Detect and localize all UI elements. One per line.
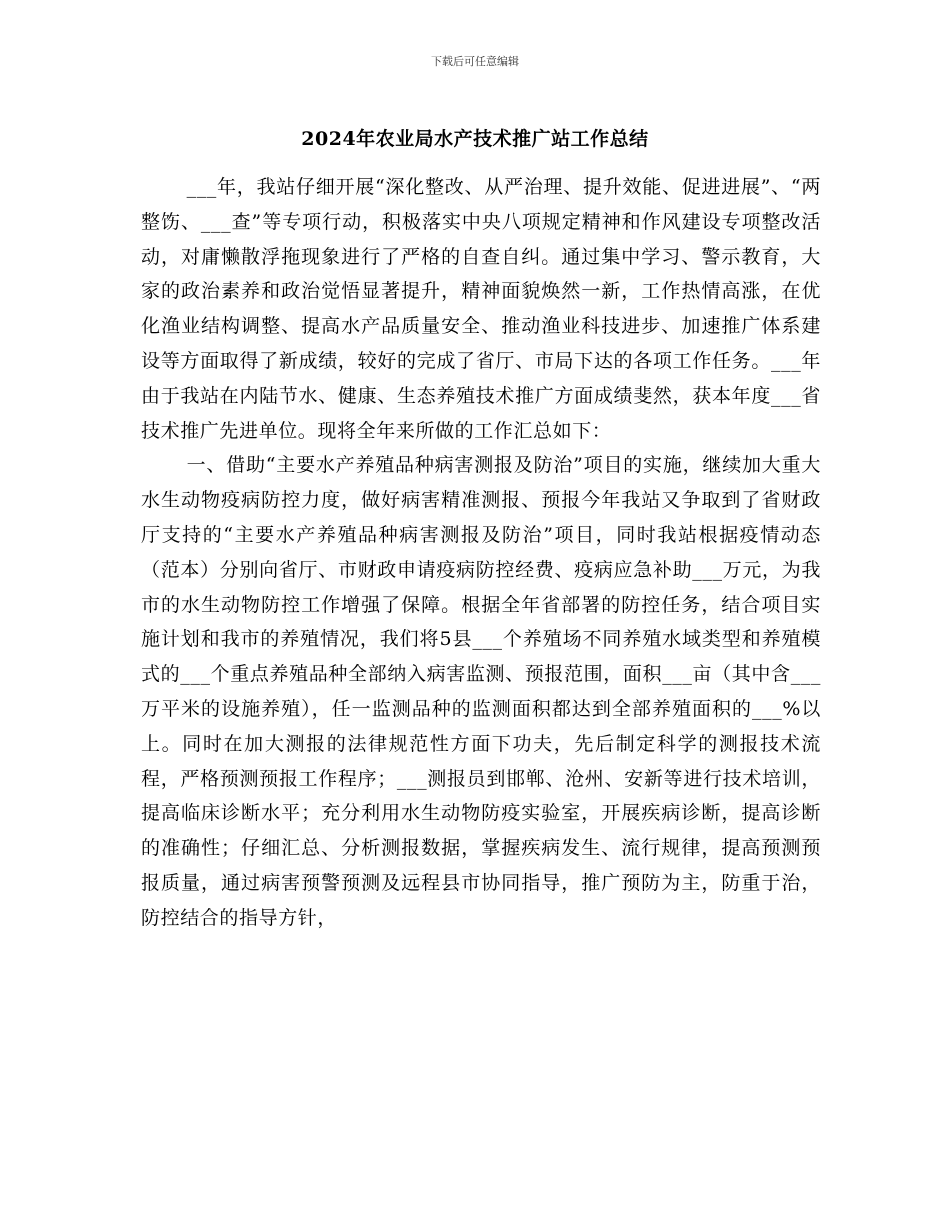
paragraph-intro: ___年，我站仔细开展“深化整改、从严治理、提升效能、促进进展”、“两整饬、___查”等专项行动，积极落实中央八项规定精神和作风建设专项整改活动，对庸懒散浮拖现象进行了严格的自查自纠。通过集中学习、警示教育，大家的政治素养和政治觉悟显著提升，精神面貌焕然一新，工作热情高涨，在优化渔业结构调整、提高水产品质量安全、推动渔业科技进步、加速推广体系建设等方面取得了新成绩，较好的完成了省厅、市局下达的各项工作任务。___年由于我站在内陆节水、健康、生态养殖技术推广方面成绩斐然，获本年度___省技术推广先进单位。现将全年来所做的工作汇总如下： <box>141 176 821 442</box>
document-title: 2024年农业局水产技术推广站工作总结 <box>301 128 649 150</box>
paragraph-section-one: 一、借助“主要水产养殖品种病害测报及防治”项目的实施，继续加大重大水生动物疫病防控力度，做好病害精准测报、预报今年我站又争取到了省财政厅支持的“主要水产养殖品种病害测报及防治”项目，同时我站根据疫情动态（范本）分别向省厅、市财政申请疫病防控经费、疫病应急补助___万元，为我市的水生动物防控工作增强了保障。根据全年省部署的防控任务，结合项目实施计划和我市的养殖情况，我们将5县___个养殖场不同养殖水域类型和养殖模式的___个重点养殖品种全部纳入病害监测、预报范围，面积___亩（其中含___万平米的设施养殖），任一监测品种的监测面积都达到全部养殖面积的___%以上。同时在加大测报的法律规范性方面下功夫，先后制定科学的测报技术流程，严格预测预报工作程序；___测报员到邯郸、沧州、安新等进行技术培训，提高临床诊断水平；充分利用水生动物防疫实验室，开展疾病诊断，提高诊断的准确性；仔细汇总、分析测报数据，掌握疾病发生、流行规律，提高预测预报质量，通过病害预警预测及远程县市协同指导，推广预防为主，防重于治，防控结合的指导方针， <box>141 454 821 929</box>
header-note: 下载后可任意编辑 <box>431 55 519 68</box>
document-body <box>141 170 821 936</box>
